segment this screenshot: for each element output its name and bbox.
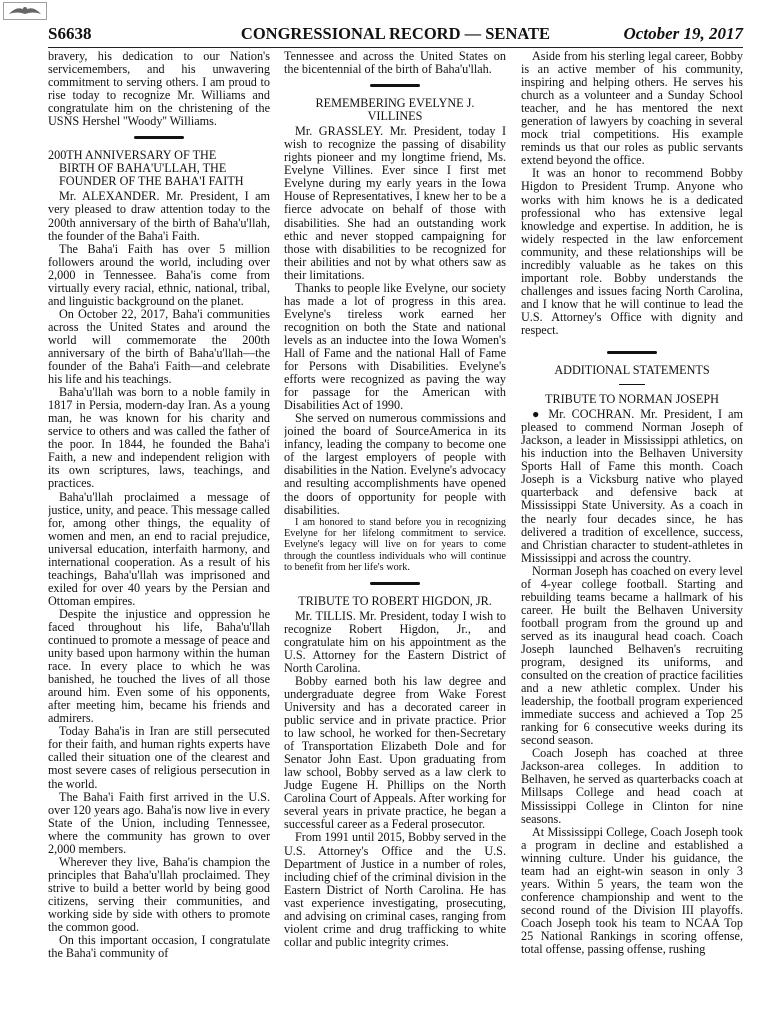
paragraph: Mr. TILLIS. Mr. President, today I wish to recognize Robert Higdon, Jr., and congratulate him on his appointment as the U.S. Attorney for the Eastern District of North Carolina. xyxy=(284,608,506,675)
heading-line: BIRTH OF BAHA'U'LLAH, THE xyxy=(59,161,227,176)
header-rule xyxy=(48,47,743,48)
paragraph: Baha'u'llah was born to a noble family in 1817 in Persia, modern-day Iran. As a young man, he was known for his charity and service to others and was called the father of the poor. In 1844, he founded the Baha'i Faith, a new and independent religion with its own scriptures, laws, teachings, and practices. xyxy=(48,385,270,491)
section-heading: TRIBUTE TO NORMAN JOSEPH xyxy=(545,392,719,407)
paragraph: From 1991 until 2015, Bobby served in the U.S. Attorney's Office and the U.S. Department of Justice in a number of roles, including chief of the criminal division in the Eastern District of North Carolina. He has vast experience investigating, prosecuting, and advising on criminal cases, ranging from violent crime and drug trafficking to white collar and public integrity crimes. xyxy=(284,830,506,949)
paragraph: Aside from his sterling legal career, Bobby is an active member of his community, inspiring and helping others. He serves his church as a volunteer and a Sunday School teacher, and he has mentored the next generation of lawyers by coaching in several mock trial competitions. His example reminds us that our roles as public servants extend beyond the office. xyxy=(521,50,743,168)
paragraph: Bobby earned both his law degree and undergraduate degree from Wake Forest University and has a decorated career in public service and in private practice. Prior to law school, he worked for then-Secretary of Transportation Elizabeth Dole and for Senator John East. Upon graduating from law school, Bobby served as a law clerk to Judge Eugene H. Phillips on the North Carolina Court of Appeals. After working for several years in private practice, he began a successful career as a Federal prosecutor. xyxy=(284,673,506,832)
heading-rule xyxy=(521,384,743,385)
paragraph: Tennessee and across the United States on the bicentennial of the birth of Baha'u'llah. xyxy=(284,50,506,77)
paragraph: ● Mr. COCHRAN. Mr. President, I am pleased to commend Norman Joseph of Jackson, a leader in Mississippi athletics, on his induction into the Belhaven University Sports Hall of Fame this month. Coach Joseph is a Vicksburg native who played quarterback and defensive back at Mississippi State University. As a coach in the nearly four decades since, he has delivered a tradition of excellence, success, and Christian character to student-athletes in Mississippi and across the country. xyxy=(521,407,743,565)
column-3 xyxy=(521,50,743,1020)
paragraph: On October 22, 2017, Baha'i communities across the United States and around the world will commemorate the 200th anniversary of the birth of Baha'u'llah—the founder of the Baha'i Faith—and celebrate his life and his teachings. xyxy=(48,306,270,387)
paragraph: The Baha'i Faith has over 5 million followers around the world, including over 2,000 in Tennessee. Baha'is come from virtually every racial, ethnic, national, tribal, and linguistic background on the planet. xyxy=(48,241,270,308)
paragraph: Norman Joseph has coached on every level of 4-year college football. Starting and rebuilding teams became a hallmark of his career. He built the Belhaven University football program from the ground up and served as its inaugural head coach. Coach Joseph launched Belhaven's recruiting program, designed its uniforms, and consulted on the creation of practice facilities and a new athletic complex. Under his leadership, the football program experienced immediate success and achieved a Top 25 ranking for 6 consecutive weeks during its second season. xyxy=(521,563,743,748)
paragraph: The Baha'i Faith first arrived in the U.S. over 120 years ago. Baha'is now live in every State of the Union, including Tennessee, where the community has grown to over 2,000 members. xyxy=(48,789,270,856)
text-columns xyxy=(48,50,743,1020)
publication-title: CONGRESSIONAL RECORD — SENATE xyxy=(240,24,551,43)
paragraph: Despite the injustice and oppression he faced throughout his life, Baha'u'llah continued to promote a message of peace and unity based upon harmony within the human race. In every place to which he was banished, he touched the lives of all those around him. Even some of his opponents, after meeting him, became his friends and admirers. xyxy=(48,606,270,726)
gpo-eagle-logo-icon xyxy=(3,2,47,20)
heading-line: VILLINES xyxy=(367,109,423,124)
paragraph: Wherever they live, Baha'is champion the principles that Baha'u'llah proclaimed. They strive to build a better world by being good citizens, serving their communities, and working side by side with others to promote the common good. xyxy=(48,854,270,935)
heading-line: FOUNDER OF THE BAHA'I FAITH xyxy=(59,174,244,189)
page-number: S6638 xyxy=(48,24,92,43)
paragraph: bravery, his dedication to our Nation's servicemembers, and his unwavering commitment to serving others. I am proud to rise today to recognize Mr. Williams and congratulate him on the christening of the USNS Hershel ''Woody'' Williams. xyxy=(48,50,270,129)
section-heading xyxy=(48,149,270,188)
section-separator xyxy=(48,136,270,139)
heading-line: REMEMBERING EVELYNE J. xyxy=(315,96,475,111)
section-separator xyxy=(284,84,506,87)
column-1 xyxy=(48,50,270,1020)
section-separator xyxy=(284,582,506,585)
paragraph: Thanks to people like Evelyne, our society has made a lot of progress in this area. Evelyne's tireless work earned her recognition on both the State and national levels as an inductee into the Iowa Women's Hall of Fame and the national Hall of Fame for Persons with Disabilities. Evelyne's efforts were recognized as paving the way for passage for the American with Disabilities Act of 1990. xyxy=(284,280,506,413)
section-heading xyxy=(284,97,506,123)
page-header xyxy=(48,24,743,46)
heading-line: 200TH ANNIVERSARY OF THE xyxy=(48,148,217,163)
paragraph: I am honored to stand before you in recognizing Evelyne for her lifelong commitment to service. Evelyne's legacy will live on for years to come through the countless individuals who will continue to benefit from her life's work. xyxy=(284,516,506,574)
section-separator xyxy=(521,351,743,354)
paragraph: At Mississippi College, Coach Joseph took a program in decline and established a winning culture. Under his guidance, the team had an eight-win season in only 3 years. Within 5 years, the team won the conference championship and went to the second round of the Division III playoffs. Coach Joseph took his team to NCAA Top 25 National Rankings in scoring offense, total offense, passing offense, rushing xyxy=(521,824,743,957)
paragraph: Coach Joseph has coached at three Jackson-area colleges. In addition to Belhaven, he served as quarterbacks coach at Millsaps College and head coach at Mississippi College in Clinton for nine seasons. xyxy=(521,746,743,826)
paragraph: Mr. GRASSLEY. Mr. President, today I wish to recognize the passing of disability rights pioneer and my longtime friend, Ms. Evelyne Villines. Ever since I first met Evelyne during my early years in the Iowa House of Representatives, I knew her to be a fierce advocate on behalf of those with disabilities. She had an outstanding work ethic and never stopped campaigning for those with disabilities to be recognized for their abilities and not by what others saw as their limitations. xyxy=(284,124,506,282)
column-2 xyxy=(284,50,506,1020)
publication-date: October 19, 2017 xyxy=(623,24,743,43)
paragraph: On this important occasion, I congratulate the Baha'i community of xyxy=(48,933,270,961)
paragraph: It was an honor to recommend Bobby Higdon to President Trump. Anyone who works with him knows he is a dedicated professional who has extensive legal knowledge and expertise. In addition, he is widely respected in the law enforcement community, and these relationships will be incredibly valuable as he takes on this important role. Bobby understands the challenges and issues facing North Carolina, and I know that he will continue to lead the U.S. Attorney's Office with dignity and respect. xyxy=(521,166,743,337)
section-heading: TRIBUTE TO ROBERT HIGDON, JR. xyxy=(298,593,492,608)
section-heading: ADDITIONAL STATEMENTS xyxy=(554,363,710,378)
paragraph: Today Baha'is in Iran are still persecuted for their faith, and human rights experts have called their situation one of the clearest and most severe cases of religious persecution in the world. xyxy=(48,724,270,791)
paragraph: Mr. ALEXANDER. Mr. President, I am very pleased to draw attention today to the 200th anniversary of the birth of Baha'u'llah, the founder of the Baha'i Faith. xyxy=(48,189,270,243)
paragraph: She served on numerous commissions and joined the board of SourceAmerica in its infancy, leading the company to become one of the largest employers of people with disabilities in the Nation. Evelyne's advocacy and resulting accomplishments have opened the doors of opportunity for people with disabilities. xyxy=(284,411,506,517)
paragraph: Baha'u'llah proclaimed a message of justice, unity, and peace. This message called for, among other things, the equality of women and men, an end to racial prejudice, universal education, interfaith harmony, and international cooperation. As a result of his teachings, Baha'u'llah was imprisoned and exiled for over 40 years by the Persian and Ottoman empires. xyxy=(48,489,270,608)
